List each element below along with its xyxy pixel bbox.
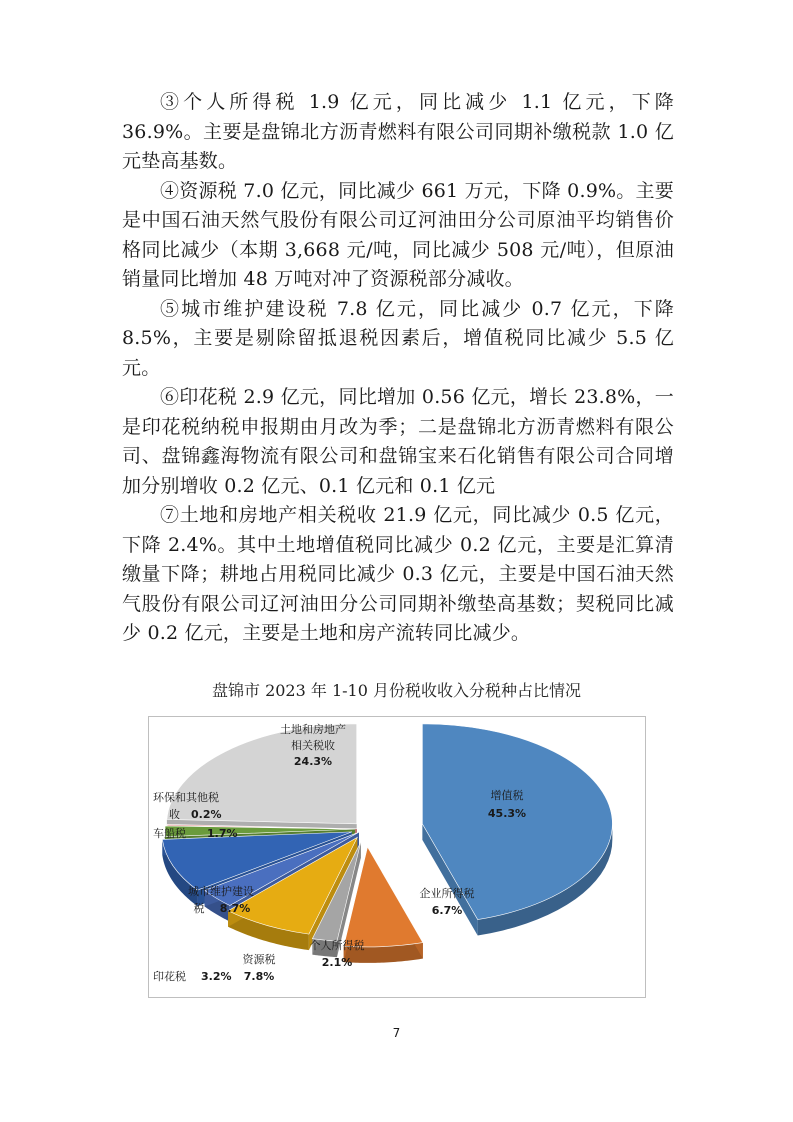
label-stamp-value: 3.2% bbox=[201, 970, 232, 983]
label-urban-name-1: 城市维护建设 bbox=[188, 885, 254, 898]
paragraph-personal-income-tax: ③个人所得税 1.9 亿元，同比减少 1.1 亿元，下降 36.9%。主要是盘锦北方沥青燃料有限公司同期补缴税款 1.0 亿元垫高基数。 bbox=[122, 91, 674, 172]
label-pit-value: 2.1% bbox=[321, 956, 353, 969]
label-resource-name: 资源税 bbox=[242, 953, 276, 966]
label-land-value: 24.3% bbox=[293, 755, 333, 768]
label-env-value: 0.2% bbox=[191, 808, 222, 821]
paragraph-land-property-tax: ⑦土地和房地产相关税收 21.9 亿元，同比减少 0.5 亿元，下降 2.4%。其中土地增值税同比减少 0.2 亿元，主要是汇算清缴量下降；耕地占用税同比减少 0.3 亿元，主要是中国石油天然气股份有限公司辽河油田分公司同期补缴垫高基数；契税同比减少 0.2 亿元，主要是土地和房产流转同比减少。 bbox=[122, 504, 674, 644]
label-stamp-name: 印花税 bbox=[153, 970, 186, 983]
paragraph-resource-tax: ④资源税 7.0 亿元，同比减少 661 万元，下降 0.9%。主要是中国石油天然气股份有限公司辽河油田分公司原油平均销售价格同比减少（本期 3,668 元/吨，同比减少 508 元/吨），但原油销量同比增加 48 万吨对冲了资源税部分减收。 bbox=[122, 179, 674, 290]
body-text bbox=[122, 88, 674, 649]
pie-chart bbox=[149, 717, 645, 997]
label-vat-name: 增值税 bbox=[490, 789, 524, 802]
chart-title: 盘锦市 2023 年 1-10 月份税收收入分税种占比情况 bbox=[211, 681, 581, 700]
label-land-name-2: 相关税收 bbox=[291, 739, 335, 752]
label-env-name-2: 收 bbox=[169, 808, 180, 821]
label-resource-value: 7.8% bbox=[243, 970, 275, 983]
label-urban-name-2: 税 bbox=[193, 902, 205, 915]
label-land-name-1: 土地和房地产 bbox=[280, 723, 346, 736]
label-pit-name: 个人所得税 bbox=[309, 939, 365, 952]
pie-chart-frame bbox=[148, 716, 646, 998]
label-cit-name: 企业所得税 bbox=[419, 887, 475, 900]
label-vehicle-name: 车船税 bbox=[153, 827, 186, 840]
label-env-name-1: 环保和其他税 bbox=[153, 791, 219, 804]
page-number: 7 bbox=[392, 1026, 401, 1040]
paragraph-urban-construction-tax: ⑤城市维护建设税 7.8 亿元，同比减少 0.7 亿元，下降 8.5%，主要是剔除留抵退税因素后，增值税同比减少 5.5 亿元。 bbox=[122, 297, 674, 379]
paragraph-stamp-tax: ⑥印花税 2.9 亿元，同比增加 0.56 亿元，增长 23.8%，一是印花税纳税申报期由月改为季；二是盘锦北方沥青燃料有限公司、盘锦鑫海物流有限公司和盘锦宝来石化销售有限公司合同增加分别增收 0.2 亿元、0.1 亿元和 0.1 亿元 bbox=[122, 386, 674, 497]
label-vehicle-value: 1.7% bbox=[207, 827, 238, 840]
label-cit-value: 6.7% bbox=[431, 904, 463, 917]
label-urban-value: 8.7% bbox=[219, 902, 251, 915]
label-vat-value: 45.3% bbox=[487, 807, 527, 820]
